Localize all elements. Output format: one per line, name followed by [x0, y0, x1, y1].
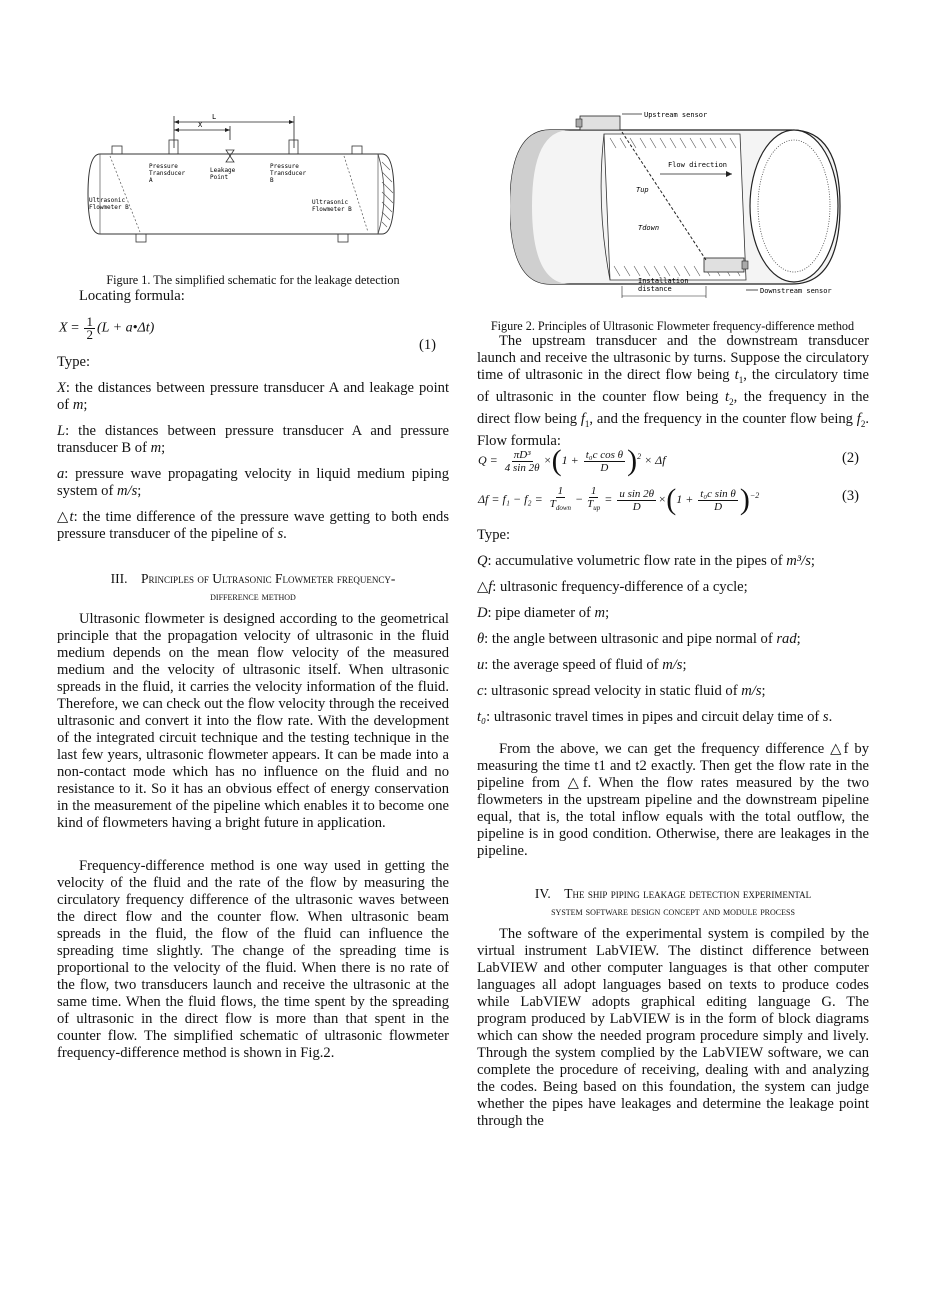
- fig2-tup-label: Tup: [636, 186, 649, 194]
- def-delta-t: △t: the time difference of the pressure wave getting to both ends pressure transducer of the pipeline of s.: [57, 509, 450, 542]
- def-a: a: pressure wave propagating velocity in liquid medium piping system of m/s;: [57, 466, 449, 499]
- def-delta-f: △f: ultrasonic frequency-difference of a cycle;: [477, 579, 748, 595]
- def-q: Q: accumulative volumetric flow rate in the pipes of m³/s;: [477, 553, 815, 569]
- equation-3-number: (3): [842, 488, 860, 504]
- def-c: c: ultrasonic spread velocity in static fluid of m/s;: [477, 683, 766, 699]
- def-x: X: the distances between pressure transducer A and leakage point of m;: [57, 380, 449, 413]
- left-definition-list: [57, 380, 449, 543]
- svg-text:PressureTransducerB: Pressure Transducer B: [270, 163, 307, 184]
- section-3-heading: III. Principles of Ultrasonic Flowmeter frequency- difference method: [110, 571, 396, 603]
- def-d: D: pipe diameter of m;: [477, 605, 610, 621]
- figure-1-caption: Figure 1. The simplified schematic for the leakage detection: [106, 273, 400, 287]
- right-definition-list: [477, 553, 869, 726]
- def-t0: t₀: ultrasonic travel times in pipes and circuit delay time of s.: [477, 709, 833, 725]
- right-paragraph-1: The upstream transducer and the downstream transducer launch and receive the ultrasonic by turns. Suppose the circulatory time of ultrasonic in the direct flow being $t_1$, the circulatory time of ultrasonic in the counter flow being $t_2$, the frequency in the direct flow being $f_1$, and the frequency in the counter flow being $f_2$. Flow formula:: [477, 333, 870, 449]
- figure-2-caption: Figure 2. Principles of Ultrasonic Flowmeter frequency-difference method: [490, 319, 855, 333]
- def-u: u: the average speed of fluid of m/s;: [477, 657, 687, 673]
- svg-text:Installationdistance: Installation distance: [638, 277, 689, 293]
- fig2-flow-direction-label: Flow direction: [668, 161, 728, 169]
- leakage-valve-icon: [226, 150, 234, 156]
- locating-formula-label: Locating formula:: [79, 288, 185, 304]
- fig2-downstream-label: Downstream sensor: [760, 287, 832, 295]
- svg-text:UltrasonicFlowmeter B: Ultrasonic Flowmeter B: [312, 199, 352, 213]
- left-paragraph-2: Frequency-difference method is one way used in getting the velocity of the fluid and the rate of the flow by measuring the circulatory frequency difference of the ultrasonic waves between the direct flow and the counter flow. When ultrasonic beam spreads in the fluid, the flow of the fluid can influence the spreading time slightly. The change of the spreading time is proportional to the velocity of the fluid. When there is no rate of the flow, two transducers launch and receive the ultrasonic at the same time. When the fluid flows, the time spent by the spreading of ultrasonic in the direct flow is more than that spent in the counter flow. The simplified schematic of ultrasonic flowmeter frequency-difference method is shown in Fig.2.: [57, 858, 449, 1061]
- svg-text:UltrasonicFlowmeter B: Ultrasonic Flowmeter B: [89, 197, 129, 211]
- equation-3: Δf = f₁ − f₂ = $\frac{1}{T_{down}}$ − $\frac{1}{T_{up}}$ = $\frac{\text{u sin 2θ}}{D}$ ×(1 + $\frac{\text{t₀c sin θ}}{D}$ )$^{-2}$: [478, 483, 760, 516]
- fig2-tdown-label: Tdown: [638, 224, 660, 232]
- figure-2: [510, 108, 860, 306]
- fig1-label-x: X: [198, 121, 203, 129]
- fig2-upstream-label: Upstream sensor: [644, 111, 708, 119]
- right-paragraph-3: The software of the experimental system is compiled by the virtual instrument LabVIEW. The distinct difference between LabVIEW and other computer languages is that other computer languages all adopt languages based on texts to produce codes while LabVIEW adopts graphical editing language G. The program produced by LabVIEW is in the form of block diagrams which can show the needed program procedure simply and lively. Through the system complied by the LabVIEW software, we can complete the procedure of receiving, dealing with and analyzing the codes. Being based on this foundation, the system can judge whether the pipes have leakages and determine the leakage point through the: [477, 926, 869, 1129]
- svg-text:PressureTransducerA: Pressure Transducer A: [149, 163, 186, 184]
- equation-1-number: (1): [419, 337, 437, 353]
- type-label-left: Type:: [57, 354, 91, 370]
- equation-1: X = $\frac{1}{2}$ (L + a•Δt): [59, 314, 155, 342]
- def-l: L: the distances between pressure transducer A and pressure transducer B of m;: [57, 423, 449, 456]
- equation-2: Q = $\frac{\text{πD³}}{4 \sin 2\theta}$ ×(1 + $\frac{\text{t₀c cos θ}}{D}$ )$^2$ × Δf: [478, 444, 666, 477]
- equation-2-number: (2): [842, 450, 860, 466]
- section-4-heading: IV. The ship piping leakage detection experimental system software design concept and module process: [534, 886, 812, 918]
- figure-1: [82, 108, 402, 250]
- type-label-right: Type:: [477, 527, 511, 543]
- svg-text:LeakagePoint: Leakage Point: [210, 167, 236, 181]
- fig1-label-l: L: [212, 113, 217, 121]
- def-theta: θ: the angle between ultrasonic and pipe normal of rad;: [477, 631, 801, 647]
- upstream-sensor-shape: [580, 116, 620, 130]
- pressure-transducer-b-shape: [289, 140, 298, 154]
- right-paragraph-2: From the above, we can get the frequency difference △f by measuring the time t1 and t2 exactly. Then get the flow rate in the pipeline from △f. When the flow rates measured by the two flowmeters in the upstream pipeline and the downstream pipeline equal, that is, the total inflow equals with the total outflow, the pipeline is in good condition. Otherwise, there are leakages in the pipeline.: [477, 741, 869, 859]
- pressure-transducer-a-shape: [169, 140, 178, 154]
- figure-2-flowmeter-diagram: [510, 108, 860, 306]
- downstream-sensor-shape: [704, 258, 744, 272]
- left-paragraph-1: Ultrasonic flowmeter is designed according to the geometrical principle that the propagation velocity of ultrasonic in the fluid medium depends on the mean flow velocity of the measured medium and the velocity of ultrasonic itself. When ultrasonic spreads in the fluid, it carries the velocity information of the fluid. Therefore, we can check out the flow velocity through the received ultrasonic and convert it into the flow rate. With the development of the integrated circuit technique and the testing technique in the last few years, ultrasonic flowmeter appears. It can be made into a non-contact mode which has no influence on the fluid and no resistance to it. So it has an obvious effect of energy conservation in the measurement of the pipeline which enables it to become one kind of flowmeters having a bright future in application.: [57, 611, 449, 831]
- figure-1-schematic: [82, 108, 402, 250]
